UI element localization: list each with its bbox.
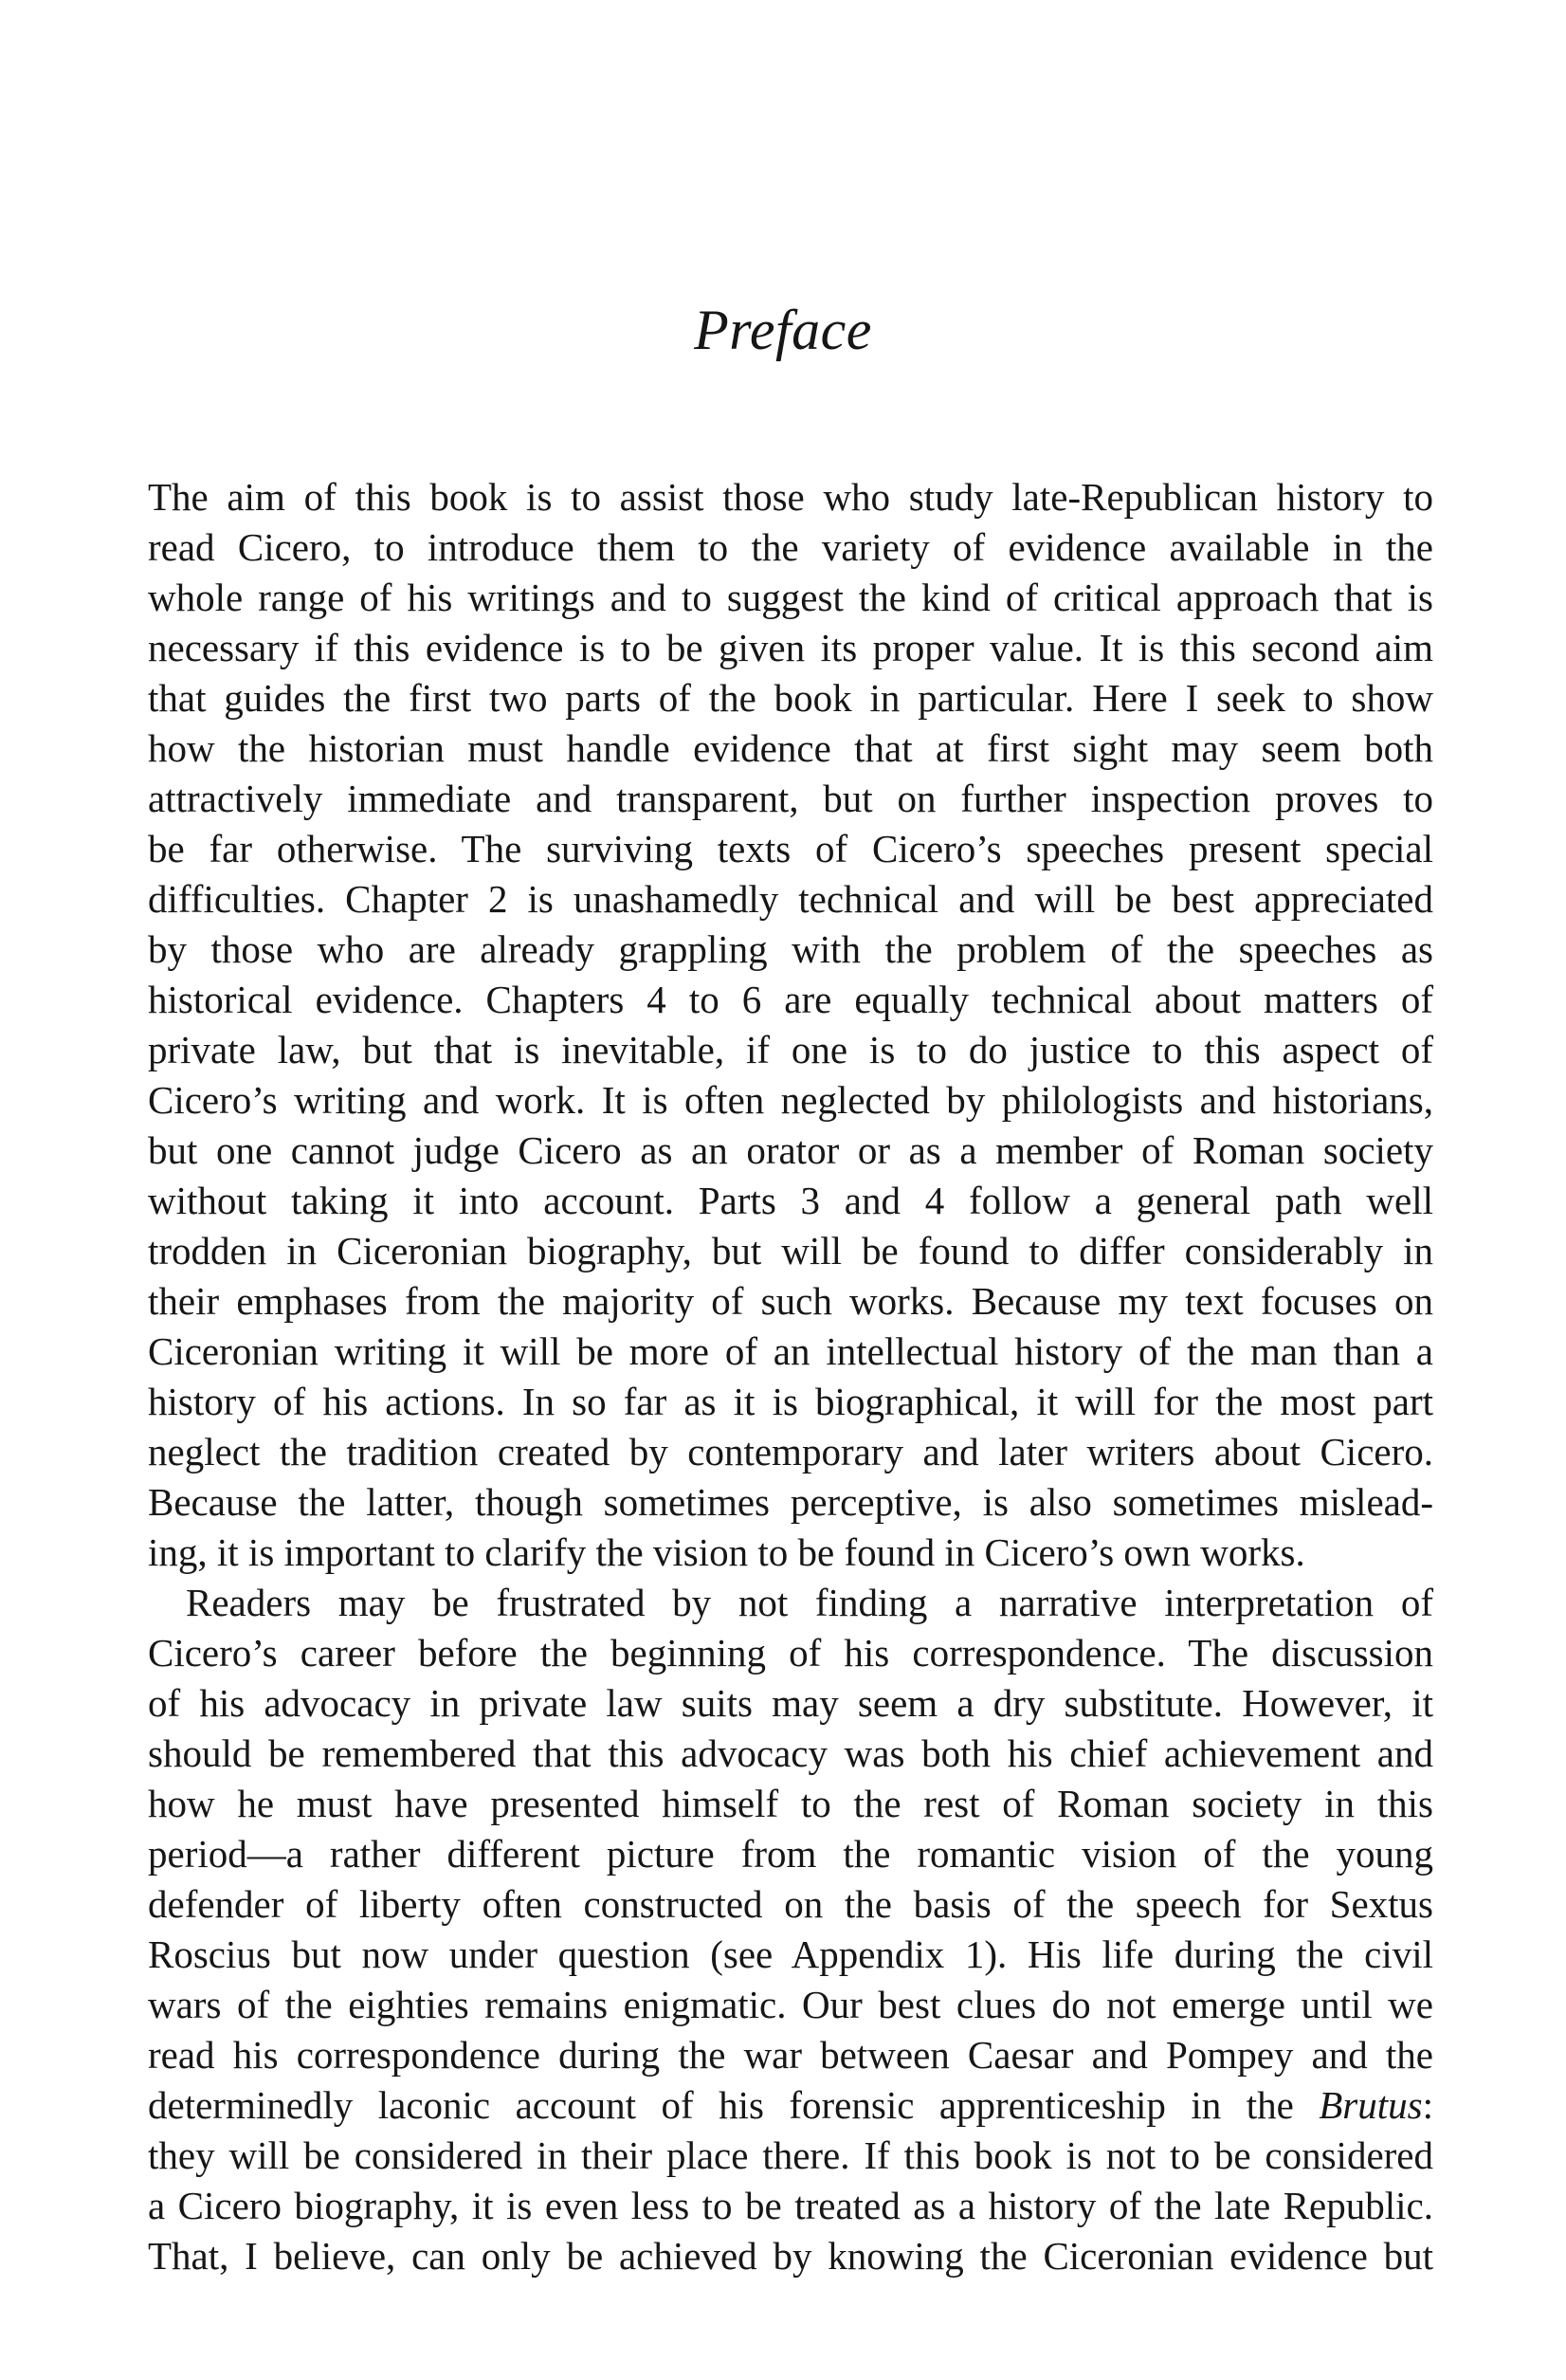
text-line: neglect the tradition created by contemporary and later writers about Cicero. bbox=[148, 1430, 1433, 1474]
text-line: by those who are already grappling with the problem of the speeches as bbox=[148, 927, 1433, 971]
text-line: The aim of this book is to assist those who study late-Republican history to bbox=[148, 475, 1433, 519]
text-line: they will be considered in their place there. If this book is not to be considered bbox=[148, 2133, 1433, 2177]
text-line: Cicero’s career before the beginning of his correspondence. The discussion bbox=[148, 1631, 1433, 1675]
text-line: be far otherwise. The surviving texts of Cicero’s speeches present special bbox=[148, 827, 1433, 870]
text-line: Ciceronian writing it will be more of an intellectual history of the man than a bbox=[148, 1329, 1433, 1373]
text-line: read Cicero, to introduce them to the variety of evidence available in the bbox=[148, 525, 1433, 569]
page-title: Preface bbox=[694, 299, 872, 361]
paragraph bbox=[148, 472, 1433, 1578]
text-line: attractively immediate and transparent, but on further inspection proves to bbox=[148, 777, 1433, 820]
text-line: how the historian must handle evidence that at first sight may seem both bbox=[148, 726, 1433, 770]
text-line: how he must have presented himself to the rest of Roman society in this bbox=[148, 1782, 1433, 1825]
text-line: historical evidence. Chapters 4 to 6 are equally technical about matters of bbox=[148, 978, 1433, 1021]
text-line: Cicero’s writing and work. It is often neglected by philologists and historians, bbox=[148, 1078, 1433, 1122]
text-line: Readers may be frustrated by not finding a narrative interpretation of bbox=[186, 1581, 1433, 1624]
text-line: ing, it is important to clarify the vision to be found in Cicero’s own works. bbox=[148, 1530, 1305, 1574]
text-line: wars of the eighties remains enigmatic. Our best clues do not emerge until we bbox=[148, 1983, 1433, 2026]
text-line: defender of liberty often constructed on the basis of the speech for Sextus bbox=[148, 1882, 1433, 1926]
text-line: determinedly laconic account of his forensic apprenticeship in the Brutus: bbox=[148, 2083, 1433, 2127]
preface-text bbox=[148, 472, 1433, 2281]
text-line: without taking it into account. Parts 3 and 4 follow a general path well bbox=[148, 1179, 1433, 1222]
text-line: whole range of his writings and to suggest the kind of critical approach that is bbox=[148, 576, 1433, 619]
text-line: history of his actions. In so far as it is biographical, it will for the most part bbox=[148, 1380, 1433, 1423]
text-line: period—a rather different picture from the romantic vision of the young bbox=[148, 1832, 1433, 1876]
text-line: That, I believe, can only be achieved by knowing the Ciceronian evidence but bbox=[148, 2234, 1433, 2278]
text-line: of his advocacy in private law suits may seem a dry substitute. However, it bbox=[148, 1681, 1433, 1725]
text-line: Because the latter, though sometimes perceptive, is also sometimes mislead- bbox=[148, 1480, 1433, 1524]
paragraph bbox=[148, 1578, 1433, 2281]
text-line: but one cannot judge Cicero as an orator or as a member of Roman society bbox=[148, 1128, 1433, 1172]
text-line: read his correspondence during the war between Caesar and Pompey and the bbox=[148, 2033, 1433, 2077]
italic-title: Brutus bbox=[1319, 2083, 1423, 2127]
text-line: necessary if this evidence is to be given its proper value. It is this second aim bbox=[148, 626, 1433, 669]
text-line: trodden in Ciceronian biography, but will be found to differ considerably in bbox=[148, 1229, 1433, 1272]
text-line: a Cicero biography, it is even less to be treated as a history of the late Republic. bbox=[148, 2184, 1433, 2227]
text-line: Roscius but now under question (see Appendix 1). His life during the civil bbox=[148, 1932, 1433, 1976]
punctuation: : bbox=[1422, 2083, 1433, 2127]
text-line: difficulties. Chapter 2 is unashamedly technical and will be best appreciated bbox=[148, 877, 1433, 921]
text-line: private law, but that is inevitable, if one is to do justice to this aspect of bbox=[148, 1028, 1433, 1071]
text-line: their emphases from the majority of such works. Because my text focuses on bbox=[148, 1279, 1433, 1323]
text-line: should be remembered that this advocacy was both his chief achievement and bbox=[148, 1731, 1433, 1775]
text-line: that guides the first two parts of the book in particular. Here I seek to show bbox=[148, 676, 1433, 720]
